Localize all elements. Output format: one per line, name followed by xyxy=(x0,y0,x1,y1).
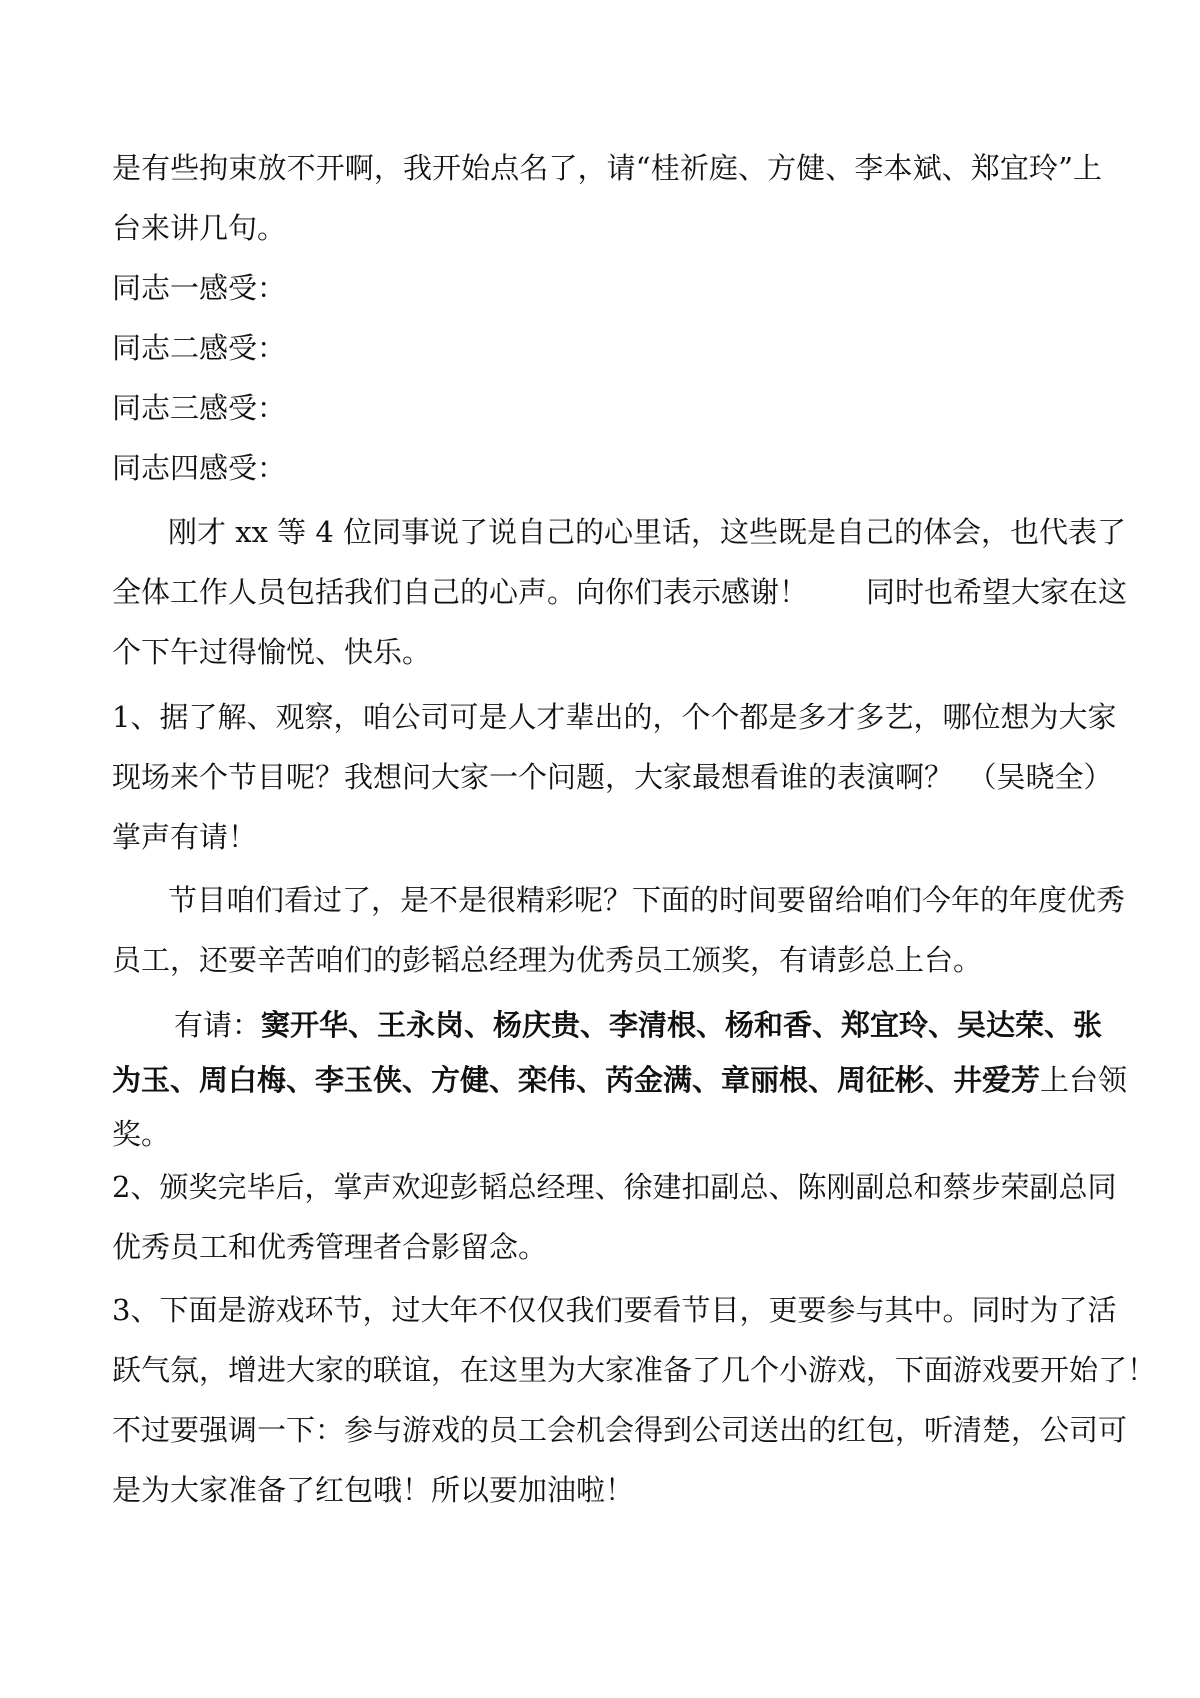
paragraph-line: 同志一感受： xyxy=(112,271,287,305)
paragraph-line: 员工，还要辛苦咱们的彭韬总经理为优秀员工颁奖，有请彭总上台。 xyxy=(112,943,983,977)
award-suffix: 上台领 xyxy=(1040,1063,1128,1097)
paragraph-line: 节目咱们看过了，是不是很精彩呢？下面的时间要留给咱们今年的年度优秀 xyxy=(168,883,1126,917)
award-line-1 xyxy=(174,1005,1102,1045)
paragraph-line: 同志四感受： xyxy=(112,451,287,485)
award-prefix: 有请： xyxy=(174,1008,262,1042)
paragraph-line: 个下午过得愉悦、快乐。 xyxy=(112,635,432,669)
paragraph-line: 跃气氛，增进大家的联谊，在这里为大家准备了几个小游戏，下面游戏要开始了！ xyxy=(112,1353,1157,1387)
paragraph-line: 1、据了解、观察，咱公司可是人才辈出的，个个都是多才多艺，哪位想为大家 xyxy=(112,700,1117,734)
paragraph-line: 优秀员工和优秀管理者合影留念。 xyxy=(112,1230,548,1264)
paragraph-line: 是为大家准备了红包哦！所以要加油啦！ xyxy=(112,1473,635,1507)
award-names: 为玉、周白梅、李玉侠、方健、栾伟、芮金满、章丽根、周征彬、井爱芳 xyxy=(112,1063,1041,1097)
award-names: 窦开华、王永岗、杨庆贵、李清根、杨和香、郑宜玲、吴达荣、张 xyxy=(261,1008,1103,1042)
paragraph-line: 台来讲几句。 xyxy=(112,211,287,245)
paragraph-line: 全体工作人员包括我们自己的心声。向你们表示感谢！ 同时也希望大家在这 xyxy=(112,575,1128,609)
paragraph-line: 刚才 xx 等 4 位同事说了说自己的心里话，这些既是自己的体会，也代表了 xyxy=(168,515,1127,549)
paragraph-line: 是有些拘束放不开啊，我开始点名了，请“桂祈庭、方健、李本斌、郑宜玲”上 xyxy=(112,151,1102,185)
paragraph-line: 同志三感受： xyxy=(112,391,287,425)
paragraph-line: 现场来个节目呢？我想问大家一个问题，大家最想看谁的表演啊？ （吴晓全） xyxy=(112,760,1113,794)
award-line-3: 奖。 xyxy=(112,1117,171,1151)
award-line-2 xyxy=(112,1060,1128,1100)
paragraph-line: 同志二感受： xyxy=(112,331,287,365)
paragraph-line: 2、颁奖完毕后，掌声欢迎彭韬总经理、徐建扣副总、陈刚副总和蔡步荣副总同 xyxy=(112,1170,1117,1204)
paragraph-line: 掌声有请！ xyxy=(112,820,258,854)
paragraph-line: 3、下面是游戏环节，过大年不仅仅我们要看节目，更要参与其中。同时为了活 xyxy=(112,1293,1117,1327)
paragraph-line: 不过要强调一下：参与游戏的员工会机会得到公司送出的红包，听清楚，公司可 xyxy=(112,1413,1128,1447)
